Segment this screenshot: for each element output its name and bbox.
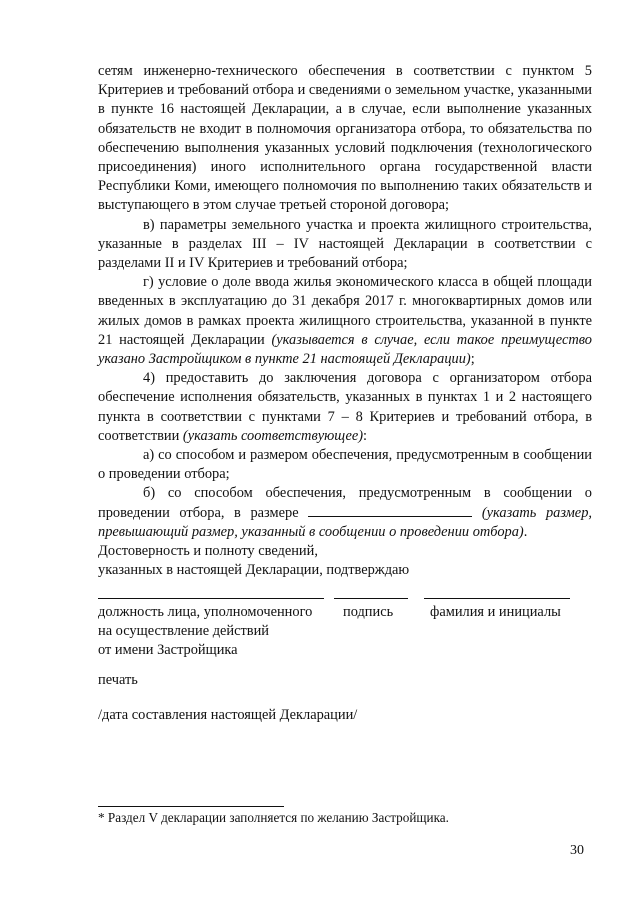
stamp-label: печать [98,672,138,688]
paragraph-4-security [98,369,592,446]
name-label: фамилия и инициалы [430,604,561,620]
position-label-line-3: от имени Застройщика [98,642,238,659]
page-number: 30 [570,843,584,858]
amount-blank-field [308,504,472,517]
paragraph-b-end: . [523,523,528,540]
paragraph-g-text: г) условие о доле ввода жилья экономического класса в общей площади введенных в эксплуатацию до 31 декабря 2017 г. многоквартирных домов или жилых домов в рамках проекта жилищного строительства, указанной в пункте 21 настоящей Декларации [98,274,592,348]
name-signature-line [424,598,570,599]
paragraph-4-note: (указать соответствующее) [182,427,364,444]
confirmation-line-1: Достоверность и полноту сведений, [98,543,318,560]
footnote-text: * Раздел V декларации заполняется по желанию Застройщика. [98,810,449,825]
paragraph-v-parameters: в) параметры земельного участка и проекта жилищного строительства, указанные в разделах III – IV настоящей Декларации в соответствии с разделами II и IV Критериев и требований отбора; [98,216,592,272]
paragraph-g-note: (указывается в случае, если такое преимущество указано Застройщиком в пункте 21 настоящей Декларации) [98,331,592,368]
declaration-body [98,62,592,580]
position-label-line-1: должность лица, уполномоченного [98,604,313,620]
paragraph-4-text: 4) предоставить до заключения договора с организатором отбора обеспечение исполнения обязательств, указанных в пунктах 1 и 2 настоящего пункта в соответствии с пунктами 7 – 8 Критериев и требований отбора, в соответствии [98,370,592,444]
position-signature-line [98,598,324,599]
footnote-divider [98,806,284,807]
position-label-line-2: на осуществление действий [98,623,269,640]
paragraph-b-security-amount [98,484,592,542]
paragraph-g-economy-housing [98,273,592,369]
paragraph-connection-obligations: сетям инженерно-технического обеспечения в соответствии с пунктом 5 Критериев и требований отбора и сведениями о земельном участке, указанными в пункте 16 настоящей Декларации, а в случае, если выполнение указанных обязательств не входит в полномочия организатора отбора, то обязательства по обеспечению выполнения указанных условий подключения (технологического присоединения) иного исполнительного органа государственной власти Республики Коми, имеющего полномочия по выполнению таких обязательств и выступающего в этом случае третьей стороной договора; [98,63,592,214]
paragraph-4-end: : [363,427,368,444]
confirmation-line-2: указанных в настоящей Декларации, подтверждаю [98,562,410,579]
signature-line [334,598,408,599]
paragraph-g-end: ; [470,351,475,368]
paragraph-b-text: б) со способом обеспечения, предусмотренным в сообщении о проведении отбора, в размере [98,485,592,521]
paragraph-b-note: (указать размер, превышающий размер, указанный в сообщении о проведении отбора) [98,504,592,540]
paragraph-a-security-method: а) со способом и размером обеспечения, предусмотренным в сообщении о проведении отбора; [98,447,592,483]
signature-label: подпись [343,604,394,620]
date-label: /дата составления настоящей Декларации/ [98,707,358,723]
position-label [98,603,312,661]
